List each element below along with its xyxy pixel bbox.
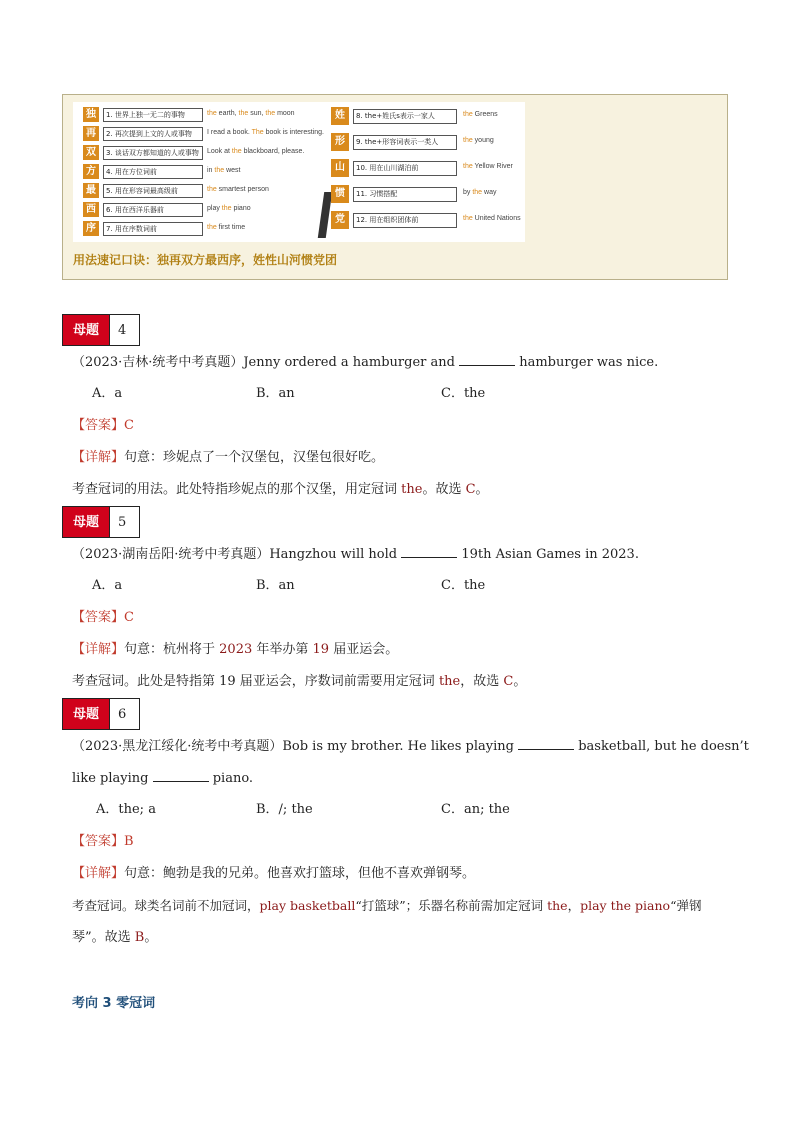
rule-example: Look at the blackboard, please. [207, 148, 305, 155]
explanation-line: 考查冠词。此处是特指第 19 届亚运会，序数词前需要用定冠词 the，故选 C。 [72, 674, 527, 689]
right-rule-column [331, 106, 531, 243]
question-badge: 母题 [62, 314, 110, 346]
rule-row [331, 132, 531, 158]
detail-line: 【详解】句意：杭州将于 2023 年举办第 19 届亚运会。 [72, 642, 399, 657]
rule-example: the young [463, 137, 494, 144]
rule-row [83, 201, 323, 220]
question-badge: 母题 [62, 506, 110, 538]
rule-row [83, 163, 323, 182]
option-b: B．an [256, 386, 295, 401]
usage-tip-box [62, 94, 728, 280]
option-b: B．an [256, 578, 295, 593]
rule-row [83, 220, 323, 239]
question-header [62, 698, 140, 730]
answer-blank [401, 545, 457, 558]
rule-example: the smartest person [207, 186, 269, 193]
question-badge: 母题 [62, 698, 110, 730]
rule-description: 10. 用在山川湖泊前 [353, 161, 457, 176]
rule-tag: 西 [83, 202, 99, 217]
rule-tag: 再 [83, 126, 99, 141]
rule-description: 5. 用在形容词最高级前 [103, 184, 203, 198]
rule-tag: 山 [331, 159, 349, 177]
rule-example: the United Nations [463, 215, 521, 222]
explanation-line: 考查冠词的用法。此处特指珍妮点的那个汉堡，用定冠词 the。故选 C。 [72, 482, 489, 497]
rule-row [331, 210, 531, 243]
rule-tag: 最 [83, 183, 99, 198]
explanation-line: 考查冠词。球类名词前不加冠词，play basketball“打篮球”；乐器名称前需加定冠词 the，play the piano“弹钢 [72, 898, 702, 913]
question-stem: （2023·吉林·统考中考真题）Jenny ordered a hamburger and hamburger was nice. [72, 355, 659, 370]
question-header [62, 506, 140, 538]
rule-tag: 双 [83, 145, 99, 160]
rule-tag: 方 [83, 164, 99, 179]
question-stem: （2023·湖南岳阳·统考中考真题）Hangzhou will hold 19th Asian Games in 2023. [72, 547, 639, 562]
rule-example: play the piano [207, 205, 251, 212]
answer-line: 【答案】B [72, 834, 134, 849]
option-a: A．the; a [96, 802, 156, 817]
rule-example: the first time [207, 224, 246, 231]
detail-line: 【详解】句意：珍妮点了一个汉堡包，汉堡包很好吃。 [72, 450, 385, 465]
rule-tag: 独 [83, 107, 99, 122]
rule-description: 11. 习惯搭配 [353, 187, 457, 202]
rule-example: by the way [463, 189, 497, 196]
left-rule-column [83, 106, 323, 239]
option-c: C．the [441, 386, 486, 401]
rule-example: the Greens [463, 111, 498, 118]
answer-blank [459, 353, 515, 366]
question-header [62, 314, 140, 346]
answer-blank [153, 769, 209, 782]
rule-description: 9. the+形容词表示一类人 [353, 135, 457, 150]
rule-row [331, 184, 531, 210]
rule-row [83, 182, 323, 201]
explanation-line-continued: 琴”。故选 B。 [72, 930, 158, 945]
rule-example: the earth, the sun, the moon [207, 110, 295, 117]
rule-example: I read a book. The book is interesting. [207, 129, 324, 136]
question-stem: （2023·黑龙江绥化·统考中考真题）Bob is my brother. He likes playing basketball, but he doesn’t [72, 739, 749, 754]
rule-example: in the west [207, 167, 241, 174]
article-usage-diagram [73, 102, 525, 242]
answer-blank [518, 737, 574, 750]
rule-row [331, 106, 531, 132]
rule-description: 12. 用在组织团体前 [353, 213, 457, 228]
option-a: A．a [92, 578, 123, 593]
answer-line: 【答案】C [72, 610, 134, 625]
section-heading: 考向 3 零冠词 [72, 996, 156, 1011]
rule-description: 1. 世界上独一无二的事物 [103, 108, 203, 122]
question-stem-continued: like playing piano. [72, 771, 254, 786]
option-c: C．the [441, 578, 486, 593]
rule-example: the Yellow River [463, 163, 513, 170]
rule-tag: 惯 [331, 185, 349, 203]
question-number: 6 [110, 698, 140, 730]
rule-description: 8. the+姓氏s表示一家人 [353, 109, 457, 124]
question-number: 4 [110, 314, 140, 346]
rule-row [83, 106, 323, 125]
option-b: B．/; the [256, 802, 313, 817]
rule-row [83, 144, 323, 163]
rule-row [83, 125, 323, 144]
mnemonic-text: 用法速记口诀：独再双方最西序，姓性山河惯党团 [73, 253, 338, 267]
answer-line: 【答案】C [72, 418, 134, 433]
rule-tag: 姓 [331, 107, 349, 125]
rule-description: 4. 用在方位词前 [103, 165, 203, 179]
rule-tag: 序 [83, 221, 99, 236]
option-a: A．a [92, 386, 123, 401]
rule-description: 6. 用在西洋乐器前 [103, 203, 203, 217]
detail-line: 【详解】句意：鲍勃是我的兄弟。他喜欢打篮球，但他不喜欢弹钢琴。 [72, 866, 476, 881]
rule-description: 2. 再次提到上文的人或事物 [103, 127, 203, 141]
rule-tag: 形 [331, 133, 349, 151]
rule-tag: 党团 [331, 211, 349, 229]
option-c: C．an; the [441, 802, 510, 817]
rule-description: 3. 谈话双方都知道的人或事物 [103, 146, 203, 160]
question-number: 5 [110, 506, 140, 538]
rule-description: 7. 用在序数词前 [103, 222, 203, 236]
rule-row [331, 158, 531, 184]
